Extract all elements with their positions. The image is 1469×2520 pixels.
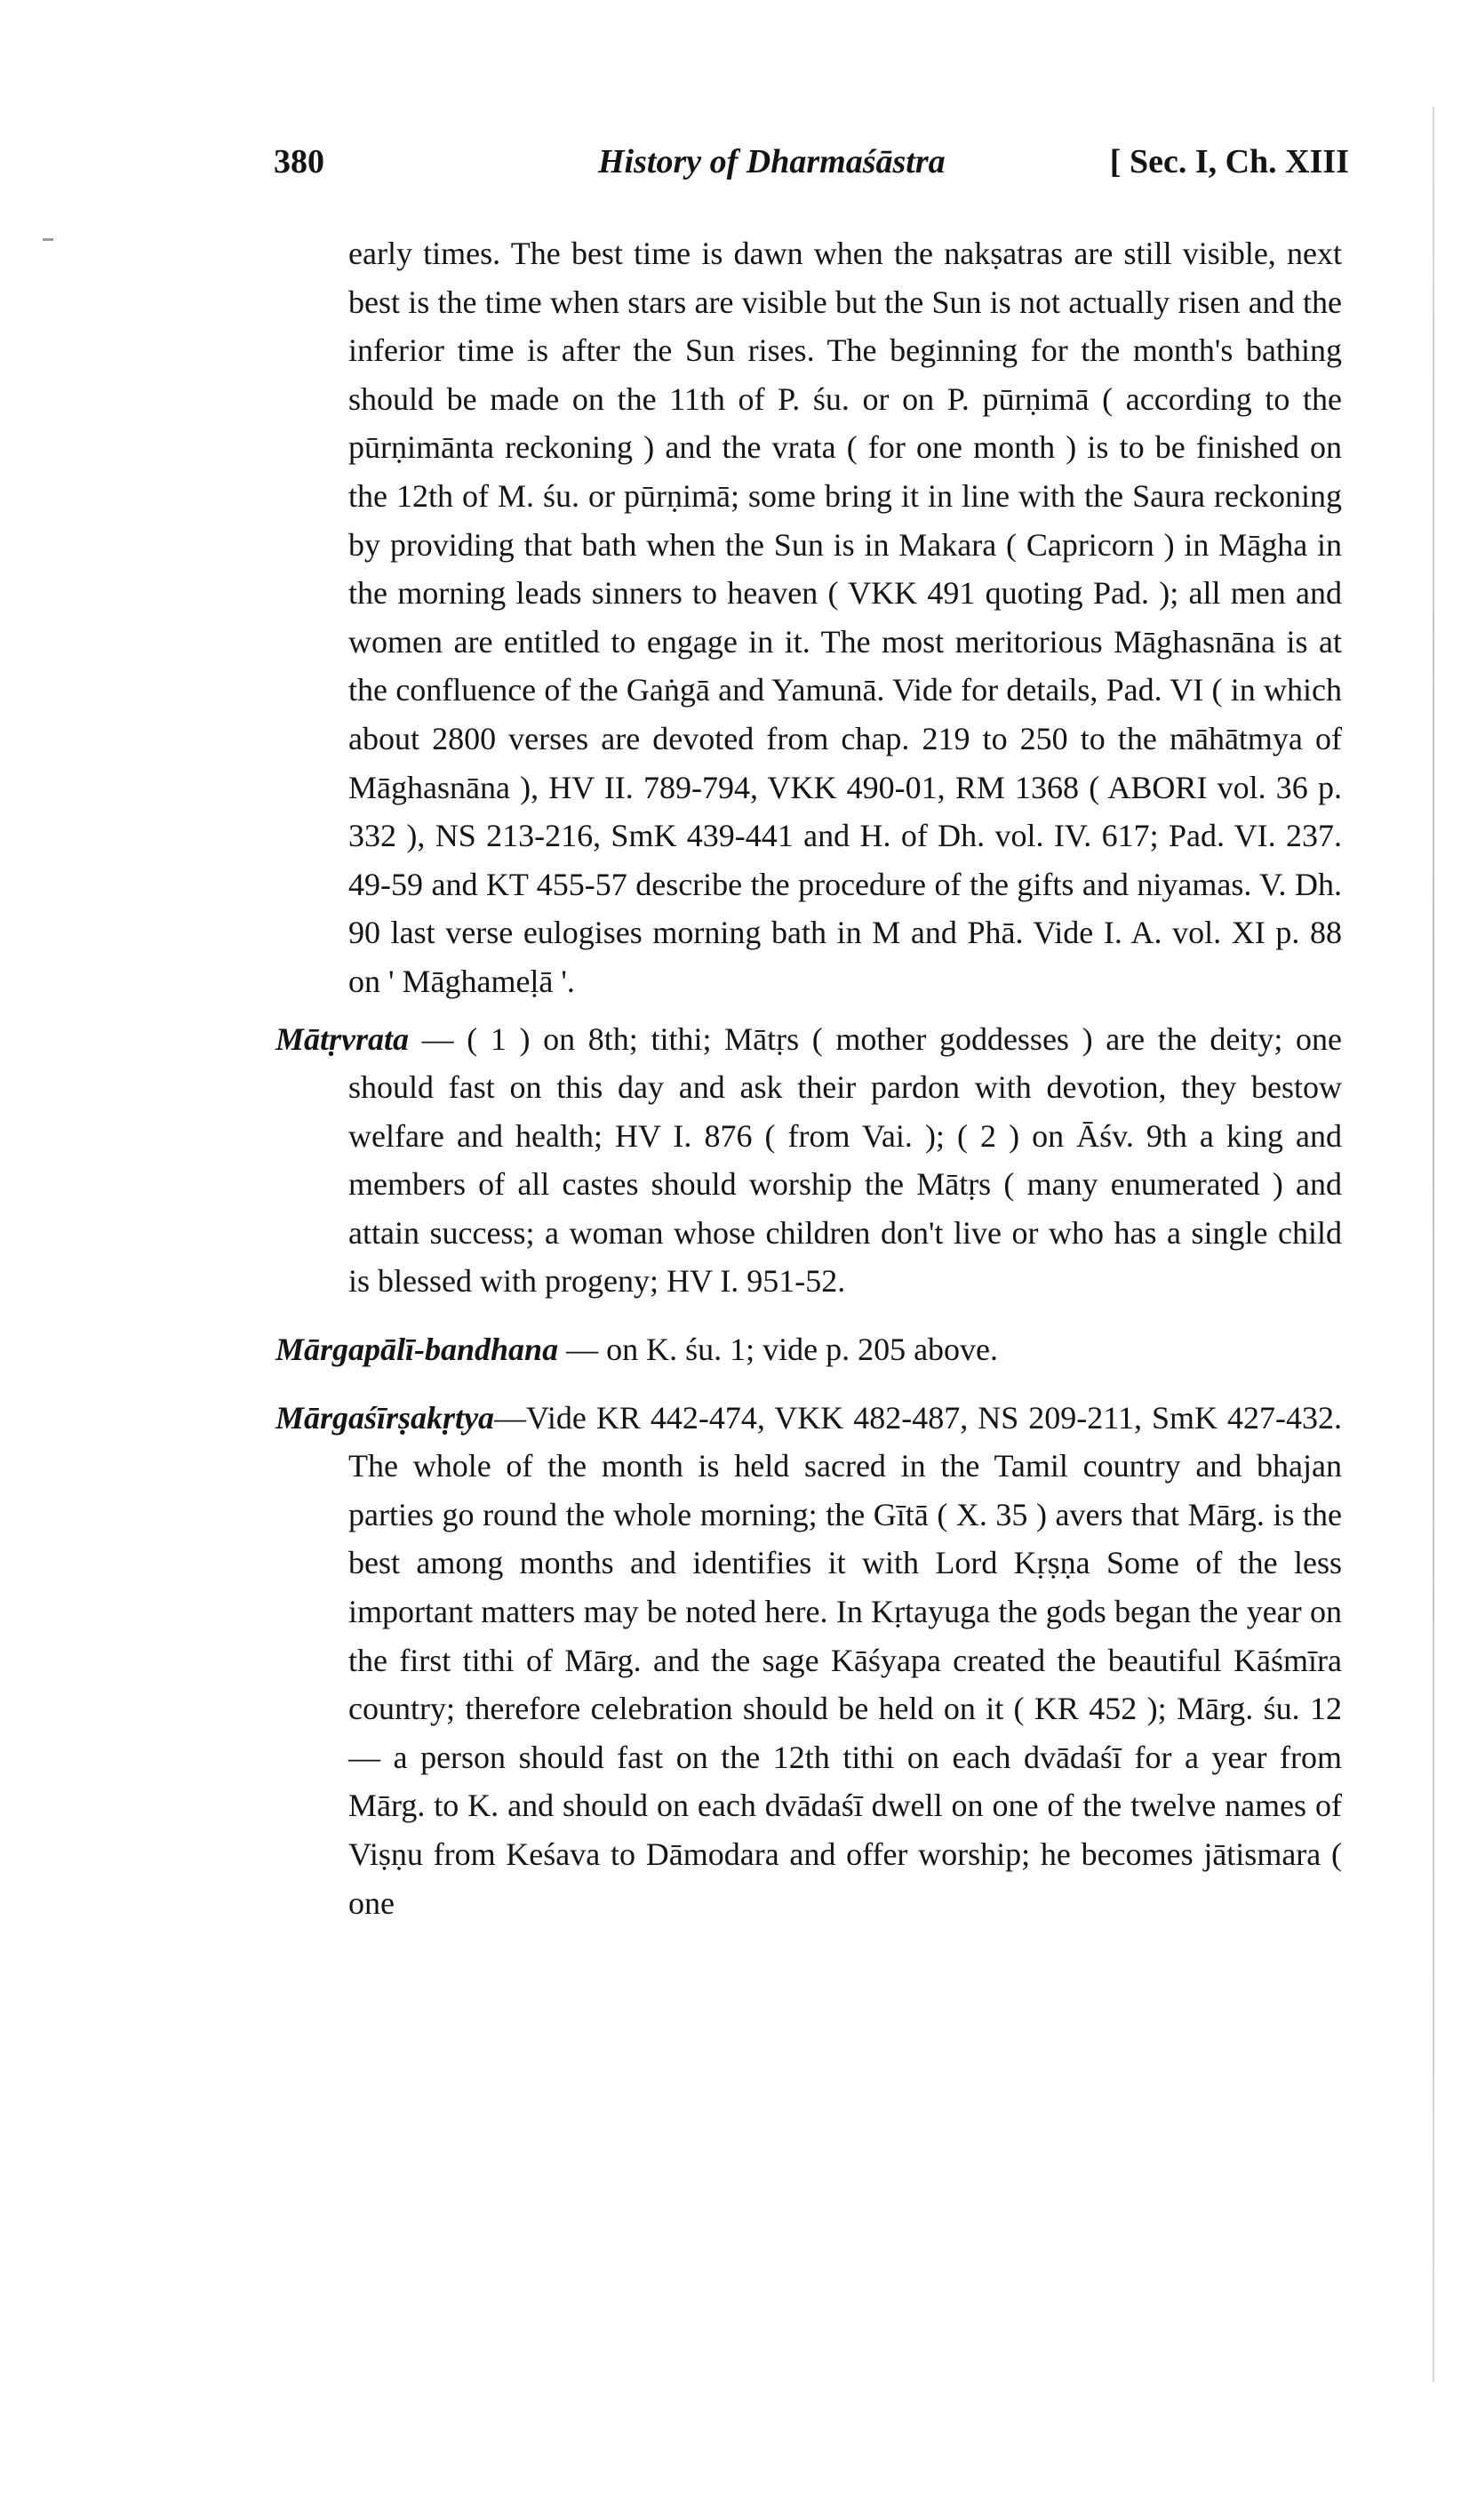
running-title: History of Dharmaśāstra (598, 143, 946, 180)
binding-edge (1433, 107, 1434, 2382)
page-number: 380 (274, 143, 324, 180)
entry-text: —Vide KR 442-474, VKK 482-487, NS 209-211, SmK 427-432. The whole of the month is held sacred in the Tamil country and bhajan parties go round the whole morning; the Gītā ( X. 35 ) avers that Mārg. is the best among months and identifies it with Lord Kṛṣṇa Some of the less important matters may be noted here. In Kṛtayuga the gods began the year on the first tithi of Mārg. and the sage Kāśyapa created the beautiful Kāśmīra country; therefore celebration should be held on it ( KR 452 ); Mārg. śu. 12 — a person should fast on the 12th tithi on each dvādaśī for a year from Mārg. to K. and should on each dvādaśī dwell on one of the twelve names of Viṣṇu from Keśava to Dāmodara and offer worship; he becomes jātismara ( one (348, 1399, 1342, 1921)
body-text (275, 229, 1342, 1927)
section-reference: [ Sec. I, Ch. XIII (1109, 143, 1349, 180)
running-header (274, 142, 1349, 188)
entry-text: — on K. śu. 1; vide p. 205 above. (558, 1332, 999, 1368)
scan-mark (43, 238, 53, 241)
continued-paragraph: early times. The best time is dawn when the nakṣatras are still visible, next best is the time when stars are visible but the Sun is not actually risen and the inferior time is after the Sun rises. The beginning for the month's bathing should be made on the 11th of P. śu. or on P. pūrṇimā ( according to the pūrṇimānta reckoning ) and the vrata ( for one month ) is to be finished on the 12th of M. śu. or pūrṇimā; some bring it in line with the Saura reckoning by providing that bath when the Sun is in Makara ( Capricorn ) in Māgha in the morning leads sinners to heaven ( VKK 491 quoting Pad. ); all men and women are entitled to engage in it. The most meritorious Māghasnāna is at the confluence of the Gaṅgā and Yamunā. Vide for details, Pad. VI ( in which about 2800 verses are devoted from chap. 219 to 250 to the māhātmya of Māghasnāna ), HV II. 789-794, VKK 490-01, RM 1368 ( ABORI vol. 36 p. 332 ), NS 213-216, SmK 439-441 and H. of Dh. vol. IV. 617; Pad. VI. 237. 49-59 and KT 455-57 describe the procedure of the gifts and niyamas. V. Dh. 90 last verse eulogises morning bath in M and Phā. Vide I. A. vol. XI p. 88 on ' Māghameḷā '. (348, 236, 1342, 999)
entry-headword: Mātṛvrata (275, 1020, 410, 1057)
entry-matrvrata (275, 1015, 1342, 1307)
entry-headword: Mārgapālī-bandhana (275, 1332, 559, 1368)
entry-headword: Mārgaśīrṣakṛtya (275, 1399, 495, 1436)
entry-margapali-bandhana (275, 1325, 1342, 1374)
entry-margasirsakrtya (275, 1394, 1342, 1928)
entry-text: — ( 1 ) on 8th; tithi; Mātṛs ( mother goddesses ) are the deity; one should fast on this day and ask their pardon with devotion, they bestow welfare and health; HV I. 876 ( from Vai. ); ( 2 ) on Āśv. 9th a king and members of all castes should worship the Mātṛs ( many enumerated ) and attain success; a woman whose children don't live or who has a single child is blessed with progeny; HV I. 951-52. (348, 1020, 1342, 1300)
